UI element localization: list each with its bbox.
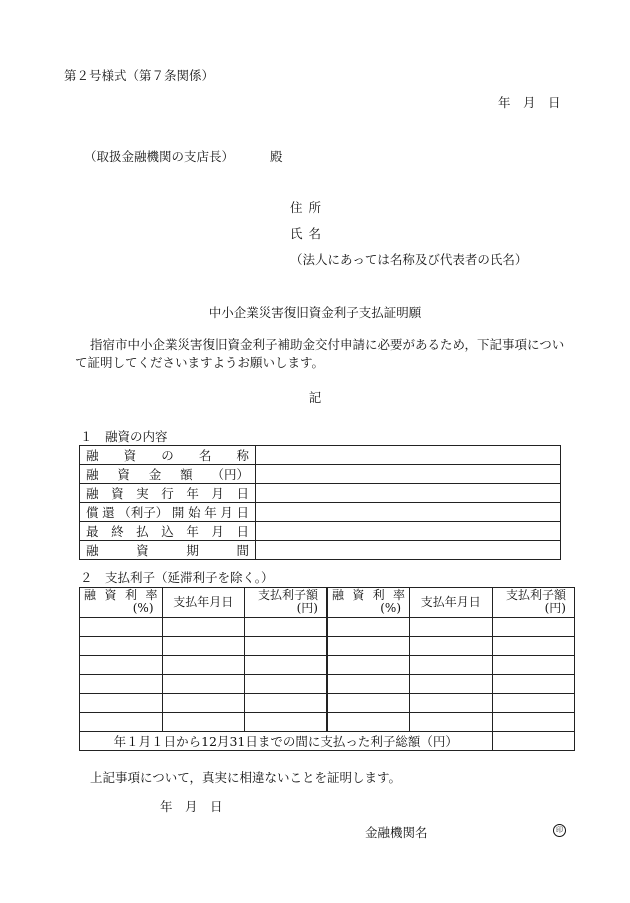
interest-cell[interactable]	[245, 637, 328, 656]
amount-header: 支払利子額 (円)	[245, 588, 328, 618]
certification-text: 上記事項について，真実に相違ないことを証明します。	[90, 770, 402, 785]
interest-cell[interactable]	[410, 618, 493, 637]
honorific: 殿	[270, 149, 283, 164]
value-cell[interactable]	[256, 503, 561, 522]
name-label: 氏名	[290, 226, 328, 241]
interest-cell[interactable]	[162, 675, 245, 694]
interest-cell[interactable]	[410, 656, 493, 675]
table-row	[80, 503, 561, 522]
interest-cell[interactable]	[327, 656, 410, 675]
interest-cell[interactable]	[80, 675, 163, 694]
interest-cell[interactable]	[245, 694, 328, 713]
interest-cell[interactable]	[162, 694, 245, 713]
value-cell[interactable]	[256, 484, 561, 503]
bank-name-label: 金融機関名	[365, 825, 428, 840]
interest-cell[interactable]	[162, 656, 245, 675]
table-row	[80, 465, 561, 484]
rate-header: 融 資 利 率 (%)	[80, 588, 163, 618]
table-row	[80, 656, 575, 675]
row-label: 融 資 実 行 年 月 日	[86, 486, 249, 501]
table-row	[80, 713, 575, 732]
value-cell[interactable]	[256, 541, 561, 560]
total-value-cell[interactable]	[492, 732, 575, 751]
table-row	[80, 484, 561, 503]
section2-heading: ２ 支払利子（延滞利子を除く。）	[80, 570, 274, 585]
row-label: 融 資 の 名 称	[86, 448, 249, 463]
interest-cell[interactable]	[492, 713, 575, 732]
interest-cell[interactable]	[80, 713, 163, 732]
interest-cell[interactable]	[162, 618, 245, 637]
header-row	[80, 588, 575, 618]
ki-marker: 記	[308, 390, 322, 405]
form-number: 第２号様式（第７条関係）	[64, 68, 215, 83]
value-cell[interactable]	[256, 446, 561, 465]
date-line: 年 月 日	[498, 95, 561, 110]
addressee: （取扱金融機関の支店長）	[84, 149, 235, 164]
interest-cell[interactable]	[162, 637, 245, 656]
interest-cell[interactable]	[327, 618, 410, 637]
row-label: 償 還 （利子） 開 始 年 月 日	[86, 505, 249, 520]
rate-header: 融 資 利 率 (%)	[327, 588, 410, 618]
interest-cell[interactable]	[245, 713, 328, 732]
interest-cell[interactable]	[162, 713, 245, 732]
interest-cell[interactable]	[327, 694, 410, 713]
interest-cell[interactable]	[80, 637, 163, 656]
interest-cell[interactable]	[410, 694, 493, 713]
interest-cell[interactable]	[80, 618, 163, 637]
interest-cell[interactable]	[492, 637, 575, 656]
interest-cell[interactable]	[327, 675, 410, 694]
total-label: 年１月１日から12月31日までの間に支払った利子総額（円）	[80, 732, 493, 751]
interest-cell[interactable]	[245, 656, 328, 675]
interest-cell[interactable]	[80, 694, 163, 713]
interest-cell[interactable]	[245, 618, 328, 637]
address-label: 住所	[290, 200, 328, 215]
section1-heading: １ 融資の内容	[80, 429, 168, 444]
table-row	[80, 618, 575, 637]
table-row	[80, 446, 561, 465]
row-label: 最 終 払 込 年 月 日	[86, 524, 249, 539]
interest-cell[interactable]	[492, 618, 575, 637]
certification-date: 年 月 日	[160, 799, 223, 814]
interest-cell[interactable]	[327, 637, 410, 656]
interest-cell[interactable]	[492, 675, 575, 694]
corporation-note: （法人にあっては名称及び代表者の氏名）	[290, 252, 528, 267]
interest-cell[interactable]	[327, 713, 410, 732]
value-cell[interactable]	[256, 465, 561, 484]
amount-header: 支払利子額 (円)	[492, 588, 575, 618]
table-row	[80, 522, 561, 541]
interest-cell[interactable]	[410, 675, 493, 694]
interest-cell[interactable]	[492, 656, 575, 675]
table-row	[80, 675, 575, 694]
document-title: 中小企業災害復旧資金利子支払証明願	[208, 305, 422, 320]
interest-table	[79, 587, 575, 751]
seal-icon: 印	[553, 824, 566, 837]
row-label: 融 資 金 額 （円）	[86, 467, 249, 482]
loan-details-table	[79, 445, 561, 560]
table-row	[80, 541, 561, 560]
interest-cell[interactable]	[410, 713, 493, 732]
interest-cell[interactable]	[410, 637, 493, 656]
table-row	[80, 637, 575, 656]
total-row	[80, 732, 575, 751]
interest-cell[interactable]	[80, 656, 163, 675]
interest-cell[interactable]	[492, 694, 575, 713]
value-cell[interactable]	[256, 522, 561, 541]
row-label: 融 資 期 間	[86, 543, 249, 558]
request-text: 指宿市中小企業災害復旧資金利子補助金交付申請に必要があるため，下記事項について証明してくださいますようお願いします。	[75, 337, 565, 370]
interest-cell[interactable]	[245, 675, 328, 694]
date-header: 支払年月日	[410, 588, 493, 618]
table-row	[80, 694, 575, 713]
date-header: 支払年月日	[162, 588, 245, 618]
